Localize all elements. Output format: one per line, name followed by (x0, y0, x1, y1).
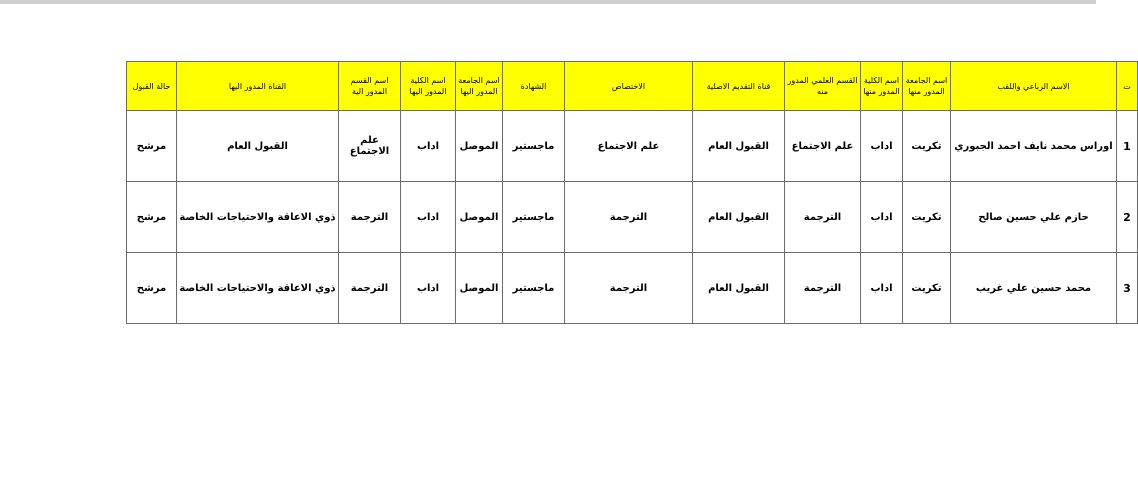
source-department-cell: الترجمة (785, 253, 861, 324)
header-cell-target-department: اسم القسم المدور الية (339, 62, 401, 111)
full-name-cell: حازم علي حسين صالح (951, 182, 1117, 253)
target-university-cell: الموصل (456, 111, 503, 182)
full-name-cell: محمد حسين علي غريب (951, 253, 1117, 324)
target-college-cell: اداب (401, 253, 456, 324)
header-cell-full-name: الاسم الرباعي واللقب (951, 62, 1117, 111)
header-cell-target-channel: القناة المدور اليها (177, 62, 339, 111)
target-department-cell: الترجمة (339, 182, 401, 253)
admissions-table (126, 61, 1138, 324)
target-channel-cell: ذوي الاعاقة والاحتياجات الخاصة (177, 253, 339, 324)
header-row (127, 62, 1138, 111)
top-border-bar (0, 0, 1096, 4)
full-name-cell: اوراس محمد نايف احمد الجبوري (951, 111, 1117, 182)
header-cell-source-department: القسم العلمي المدور منه (785, 62, 861, 111)
table-row (127, 111, 1138, 182)
target-university-cell: الموصل (456, 253, 503, 324)
target-college-cell: اداب (401, 182, 456, 253)
admission-status-cell: مرشح (127, 253, 177, 324)
source-college-cell: اداب (861, 182, 903, 253)
original-channel-cell: القبول العام (693, 111, 785, 182)
original-channel-cell: القبول العام (693, 182, 785, 253)
admission-status-cell: مرشح (127, 182, 177, 253)
row-index-cell: 1 (1117, 111, 1138, 182)
degree-cell: ماجستير (503, 182, 565, 253)
specialization-cell: الترجمة (565, 253, 693, 324)
target-department-cell: علم الاجتماع (339, 111, 401, 182)
degree-cell: ماجستير (503, 111, 565, 182)
source-university-cell: تكريت (903, 182, 951, 253)
specialization-cell: الترجمة (565, 182, 693, 253)
source-college-cell: اداب (861, 253, 903, 324)
row-index-cell: 3 (1117, 253, 1138, 324)
target-channel-cell: ذوي الاعاقة والاحتياجات الخاصة (177, 182, 339, 253)
target-department-cell: الترجمة (339, 253, 401, 324)
source-department-cell: الترجمة (785, 182, 861, 253)
admission-status-cell: مرشح (127, 111, 177, 182)
specialization-cell: علم الاجتماع (565, 111, 693, 182)
header-cell-original-channel: قناة التقديم الاصلية (693, 62, 785, 111)
table-row (127, 182, 1138, 253)
header-cell-source-college: اسم الكلية المدور منها (861, 62, 903, 111)
header-cell-specialization: الاختصاص (565, 62, 693, 111)
degree-cell: ماجستير (503, 253, 565, 324)
header-cell-source-university: اسم الجامعة المدور منها (903, 62, 951, 111)
table-row (127, 253, 1138, 324)
row-index-cell: 2 (1117, 182, 1138, 253)
original-channel-cell: القبول العام (693, 253, 785, 324)
document-sheet (126, 61, 1131, 324)
target-channel-cell: القبول العام (177, 111, 339, 182)
target-college-cell: اداب (401, 111, 456, 182)
source-university-cell: تكريت (903, 253, 951, 324)
source-university-cell: تكريت (903, 111, 951, 182)
header-cell-target-university: اسم الجامعة المدور اليها (456, 62, 503, 111)
header-cell-index: ت (1117, 62, 1138, 111)
source-college-cell: اداب (861, 111, 903, 182)
target-university-cell: الموصل (456, 182, 503, 253)
header-cell-admission-status: حالة القبول (127, 62, 177, 111)
header-cell-target-college: اسم الكلية المدور اليها (401, 62, 456, 111)
source-department-cell: علم الاجتماع (785, 111, 861, 182)
header-cell-degree: الشهادة (503, 62, 565, 111)
